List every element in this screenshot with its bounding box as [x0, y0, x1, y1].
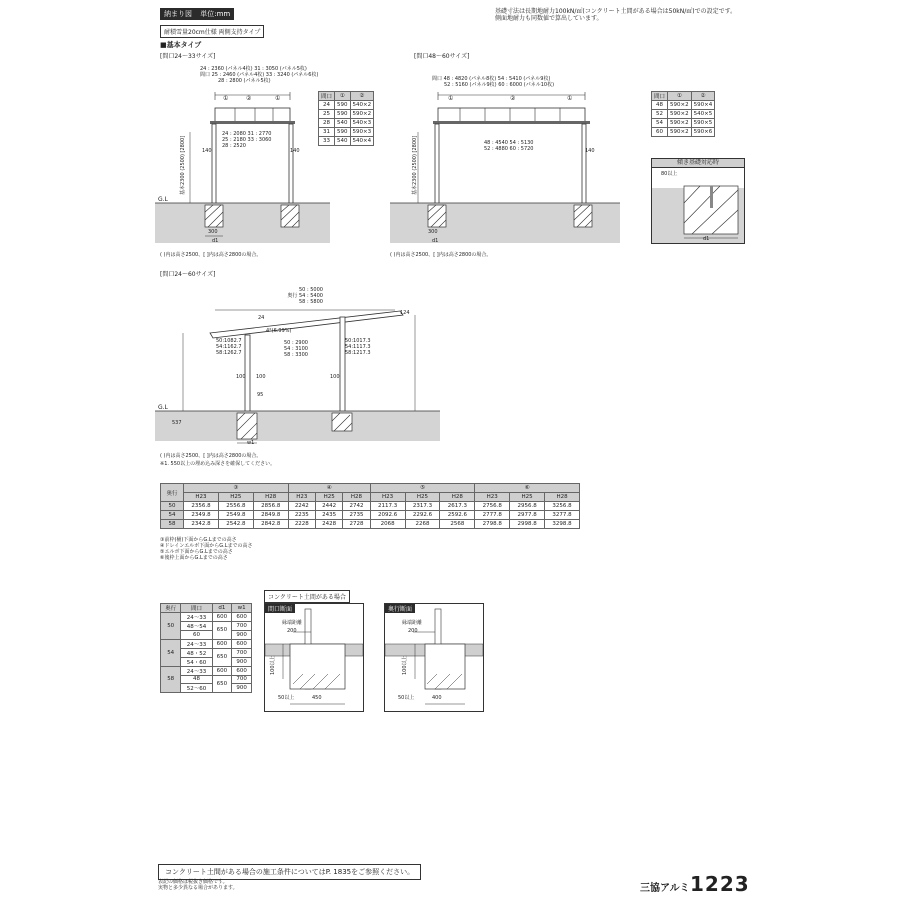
dim-text: 48 : 4540 54 : 5130	[484, 140, 534, 146]
table-cell: 2228	[288, 520, 315, 529]
footer-note: 表記の価格は税抜き価格です。	[158, 879, 228, 885]
table-row	[161, 613, 252, 622]
table-cell: 2349.8	[184, 511, 219, 520]
note-line: 側面地耐力も同数値で算出しています。	[495, 15, 603, 22]
table-cell: 54・60	[181, 657, 212, 666]
table-header-cell: H23	[370, 493, 405, 502]
dim-text: 28 : 2800 (パネル5枚)	[218, 78, 271, 84]
table-cell: 48	[652, 101, 668, 110]
dim-text: 54 : 3100	[284, 346, 308, 352]
foundation-label: 80以上	[661, 171, 678, 177]
table-cell: 540×3	[350, 119, 374, 128]
dim-text: 50 : 2900	[284, 340, 308, 346]
table-cell: 25	[319, 110, 335, 119]
dim-124: 124	[400, 310, 410, 316]
dim-200-right: 200	[408, 628, 418, 634]
table-cell: 2442	[315, 502, 342, 511]
table-header-cell: d1	[212, 604, 232, 613]
concrete-left-title: 間口断面	[265, 604, 295, 613]
table-cell: 900	[232, 657, 252, 666]
dim-300: 300	[428, 229, 438, 235]
table-row	[319, 137, 374, 146]
table-row	[652, 101, 715, 110]
dim-w1: w1	[247, 440, 255, 446]
slope-label: 4°(6.99%)	[266, 328, 292, 334]
table-row	[161, 520, 580, 529]
height-label: 基本2300 (2500) [2800]	[180, 135, 186, 195]
table-cell: 54	[161, 639, 181, 666]
footer-banner: コンクリート土間がある場合の施工条件についてはP. 1835をご参照ください。	[158, 864, 421, 880]
table-cell: 600	[212, 613, 232, 622]
table-cell: 24〜33	[181, 666, 212, 675]
table-cell: 590	[335, 128, 351, 137]
table-cell: 3298.8	[545, 520, 580, 529]
dim-100-left: 100以上	[270, 655, 276, 675]
table-cell: 540	[335, 137, 351, 146]
table-note: ③前枠(桶)下面からG.Lまでの高さ	[160, 537, 237, 543]
table-cell: 700	[232, 648, 252, 657]
table-cell: 600	[232, 613, 252, 622]
table-cell: 2592.6	[440, 511, 475, 520]
table-header-cell: ①	[335, 92, 351, 101]
table-cell: 700	[232, 675, 252, 684]
table-cell: 2242	[288, 502, 315, 511]
table-cell: 2317.3	[405, 502, 440, 511]
table-cell: 540×2	[350, 101, 374, 110]
concrete-right-title: 奥行断面	[385, 604, 415, 613]
dim-text: 58 : 5800	[299, 299, 323, 305]
table-row	[161, 502, 580, 511]
table-cell: 31	[319, 128, 335, 137]
table-b	[651, 91, 715, 137]
table-row	[652, 110, 715, 119]
dim-100-c: 100	[330, 374, 340, 380]
table-cell: 24	[319, 101, 335, 110]
dim-text: 52 : 5160 (パネル9枚) 60 : 6000 (パネル10枚)	[444, 82, 555, 88]
dim-text: 間口 48 : 4820 (パネル8枚) 54 : 5410 (パネル9枚)	[432, 76, 551, 82]
table-cell: 58	[161, 666, 181, 693]
foundation-d1: d1	[703, 236, 710, 242]
foundation-box-title: 傾き基礎対応時	[652, 159, 744, 168]
diagram-c-note2: ※1. 550以上の埋め込み深さを確保してください。	[160, 461, 276, 467]
diagram-c-caption: [間口24〜60サイズ]	[160, 271, 216, 278]
dim-text: 奥行 54 : 5400	[287, 293, 323, 299]
table-cell: 2728	[343, 520, 370, 529]
table-header-cell: ②	[350, 92, 374, 101]
table-cell: 2977.8	[510, 511, 545, 520]
table-note: ⑥後枠上面からG.Lまでの高さ	[160, 555, 228, 561]
table-cell: 2549.8	[218, 511, 253, 520]
table-cell: 2556.8	[218, 502, 253, 511]
edge-label-right: 縁端距離	[402, 620, 423, 626]
table-a	[318, 91, 374, 146]
table-note: ④ドレインエルボ下面からG.Lまでの高さ	[160, 543, 253, 549]
dim-450: 450	[312, 695, 322, 701]
table-cell: 2542.8	[218, 520, 253, 529]
panel-num: ①	[448, 95, 454, 102]
table-cell: 650	[212, 648, 232, 666]
table-header-cell: 奥行	[161, 604, 181, 613]
table-cell: 2735	[343, 511, 370, 520]
table-cell: 2777.8	[475, 511, 510, 520]
diagram-b-dims	[432, 76, 554, 88]
table-cell: 2428	[315, 520, 342, 529]
table-cell: 2842.8	[253, 520, 288, 529]
gl-label: G.L	[158, 196, 168, 203]
dim-200-left: 200	[287, 628, 297, 634]
table-header-cell: H28	[545, 493, 580, 502]
foundation-box-diagram	[652, 168, 744, 243]
dim-text: 54:1117.3	[345, 344, 371, 350]
table-header-cell: H25	[405, 493, 440, 502]
table-cell: 48・52	[181, 648, 212, 657]
table-cell: 540×5	[691, 110, 715, 119]
table-cell: 2292.6	[405, 511, 440, 520]
diagram-c	[155, 305, 440, 445]
table-cell: 590×5	[691, 119, 715, 128]
table-cell: 590	[335, 101, 351, 110]
table-header-cell: H25	[315, 493, 342, 502]
diagram-a-dims	[200, 66, 318, 84]
dim-text: 間口 25 : 2460 (パネル4枚) 33 : 3240 (パネル6枚)	[200, 72, 319, 78]
panel-num: ②	[510, 95, 516, 102]
dim-text: 50:1082.7	[216, 338, 242, 344]
dim-400: 400	[432, 695, 442, 701]
table-cell: 2117.3	[370, 502, 405, 511]
table-cell: 650	[212, 622, 232, 640]
dim-d1: d1	[432, 238, 439, 244]
dim-text: 28 : 2520	[222, 143, 246, 149]
dim-text: 54:1162.7	[216, 344, 242, 350]
table-header-cell: ②	[691, 92, 715, 101]
right-dims	[345, 338, 371, 356]
foundation-note	[495, 8, 795, 22]
panel-num: ①	[223, 95, 229, 102]
table-cell: 48	[181, 675, 212, 684]
table-cell: 590×4	[691, 101, 715, 110]
table-header-cell: H28	[253, 493, 288, 502]
dim-50-right: 50以上	[398, 695, 415, 701]
table-cell: 2756.8	[475, 502, 510, 511]
dim-d1: d1	[212, 238, 219, 244]
table-cell: 2068	[370, 520, 405, 529]
table-header-cell: H28	[440, 493, 475, 502]
note-line: 基礎寸法は長期地耐力100kN/㎡(コンクリート土間がある場合は50kN/㎡)での設定です。	[495, 8, 737, 15]
table-cell: 700	[232, 622, 252, 631]
diagram-a-inner	[222, 131, 272, 149]
table-cell: 2568	[440, 520, 475, 529]
dim-text: 25 : 2180 33 : 3060	[222, 137, 272, 143]
diagram-b-caption: [間口48〜60サイズ]	[414, 53, 470, 60]
table-row	[652, 128, 715, 137]
dim-text: 52 : 4880 60 : 5720	[484, 146, 534, 152]
table-c	[160, 483, 580, 529]
dim-text: 58:1217.3	[345, 350, 371, 356]
table-cell: 54	[161, 511, 184, 520]
table-note: ⑤エルボ下面からG.Lまでの高さ	[160, 549, 233, 555]
table-cell: 2742	[343, 502, 370, 511]
table-row	[319, 110, 374, 119]
table-row	[319, 101, 374, 110]
table-cell: 540×4	[350, 137, 374, 146]
dim-text: 50 : 5000	[299, 287, 323, 293]
table-cell: 590×2	[668, 128, 692, 137]
diagram-b	[390, 90, 620, 250]
table-cell: 33	[319, 137, 335, 146]
table-header-cell: H23	[288, 493, 315, 502]
table-cell: 28	[319, 119, 335, 128]
table-cell: 2342.8	[184, 520, 219, 529]
dim-95: 95	[257, 392, 264, 398]
dim-537: 537	[172, 420, 182, 426]
diagram-c-top	[287, 287, 323, 305]
table-cell: 60	[652, 128, 668, 137]
table-row	[319, 128, 374, 137]
page-number: 1223	[690, 872, 750, 896]
gl-label: G.L	[158, 404, 168, 411]
table-cell: 3256.8	[545, 502, 580, 511]
dim-100-right: 100以上	[402, 655, 408, 675]
dim-text: 24 : 2080 31 : 2770	[222, 131, 272, 137]
table-cell: 58	[161, 520, 184, 529]
dim-140-right: 140	[290, 148, 300, 154]
left-dims	[216, 338, 242, 356]
table-cell: 50	[161, 502, 184, 511]
dim-100-a: 100	[236, 374, 246, 380]
table-cell: 590×2	[668, 119, 692, 128]
table-c-notes	[160, 537, 252, 561]
table-header-cell: H25	[218, 493, 253, 502]
dim-300: 300	[208, 229, 218, 235]
panel-num: ①	[567, 95, 573, 102]
mid-dims	[284, 340, 308, 358]
table-header-cell: ⑥	[475, 484, 580, 493]
footer-notes	[158, 879, 238, 891]
table-header-cell: 奥行	[161, 484, 184, 502]
diagram-b-inner	[484, 140, 534, 152]
table-cell: 2956.8	[510, 502, 545, 511]
table-cell: 540	[335, 119, 351, 128]
page-title: 納まり図	[164, 10, 192, 18]
dim-24: 24	[258, 315, 265, 321]
table-header-cell: H23	[184, 493, 219, 502]
table-header-cell: 間口	[181, 604, 212, 613]
table-cell: 24〜33	[181, 613, 212, 622]
table-header-cell: 間口	[319, 92, 335, 101]
table-cell: 2617.3	[440, 502, 475, 511]
table-cell: 590×2	[350, 110, 374, 119]
table-header-cell: ④	[288, 484, 370, 493]
table-cell: 2268	[405, 520, 440, 529]
table-header-cell: ①	[668, 92, 692, 101]
table-cell: 590	[335, 110, 351, 119]
table-cell: 2798.8	[475, 520, 510, 529]
table-cell: 2356.8	[184, 502, 219, 511]
dim-100-b: 100	[256, 374, 266, 380]
dim-140: 140	[585, 148, 595, 154]
table-header-cell: ③	[184, 484, 289, 493]
table-cell: 24〜33	[181, 639, 212, 648]
edge-label-left: 縁端距離	[282, 620, 303, 626]
table-header-cell: H28	[343, 493, 370, 502]
table-cell: 48〜54	[181, 622, 212, 631]
table-header-cell: w1	[232, 604, 252, 613]
table-cell: 590×3	[350, 128, 374, 137]
spec-tag: 耐積雪量20cm仕様 両側支持タイプ	[160, 25, 264, 38]
table-cell: 600	[232, 666, 252, 675]
table-row	[161, 639, 252, 648]
table-cell: 2998.8	[510, 520, 545, 529]
table-row	[161, 666, 252, 675]
table-cell: 900	[232, 684, 252, 693]
table-cell: 2435	[315, 511, 342, 520]
diagram-a-note: ( )内は高さ2500、[ ]内は高さ2800の場合。	[160, 252, 262, 258]
table-d	[160, 603, 252, 693]
dim-50-left: 50以上	[278, 695, 295, 701]
section-title: ■基本タイプ	[160, 41, 202, 49]
table-row	[319, 119, 374, 128]
table-cell: 2235	[288, 511, 315, 520]
table-header-cell: H25	[510, 493, 545, 502]
table-header-cell: 間口	[652, 92, 668, 101]
diagram-a-caption: [間口24〜33サイズ]	[160, 53, 216, 60]
dim-140-left: 140	[202, 148, 212, 154]
dim-text: 58:1262.7	[216, 350, 242, 356]
table-cell: 50	[161, 613, 181, 640]
table-cell: 600	[212, 666, 232, 675]
page-title-bar	[160, 8, 234, 20]
table-header-cell: H23	[475, 493, 510, 502]
table-cell: 600	[212, 639, 232, 648]
concrete-title: コンクリート土間がある場合	[264, 590, 350, 603]
height-label: 基本2300 (2500) [2800]	[412, 135, 418, 195]
table-cell: 52	[652, 110, 668, 119]
table-cell: 2092.6	[370, 511, 405, 520]
table-cell: 3277.8	[545, 511, 580, 520]
table-cell: 54	[652, 119, 668, 128]
table-cell: 2849.8	[253, 511, 288, 520]
table-cell: 600	[232, 639, 252, 648]
table-cell: 900	[232, 631, 252, 640]
table-cell: 2856.8	[253, 502, 288, 511]
dim-text: 58 : 3300	[284, 352, 308, 358]
unit-label: 単位:mm	[200, 10, 231, 18]
table-cell: 650	[212, 675, 232, 693]
table-cell: 590×2	[668, 101, 692, 110]
dim-text: 50:1017.3	[345, 338, 371, 344]
table-cell: 590×6	[691, 128, 715, 137]
table-cell: 590×2	[668, 110, 692, 119]
table-row	[652, 119, 715, 128]
table-row	[161, 511, 580, 520]
brand-logo: 三協アルミ	[640, 883, 690, 894]
panel-num: ①	[275, 95, 281, 102]
table-cell: 60	[181, 631, 212, 640]
footer-note: 実物と多少異なる場合があります。	[158, 885, 238, 891]
panel-num: ②	[246, 95, 252, 102]
diagram-c-note1: ( )内は高さ2500、[ ]内は高さ2800の場合。	[160, 453, 262, 459]
dim-text: 24 : 2360 (パネル4枚) 31 : 3050 (パネル5枚)	[200, 66, 307, 72]
table-cell: 52〜60	[181, 684, 212, 693]
table-header-cell: ⑤	[370, 484, 475, 493]
diagram-b-note: ( )内は高さ2500、[ ]内は高さ2800の場合。	[390, 252, 492, 258]
